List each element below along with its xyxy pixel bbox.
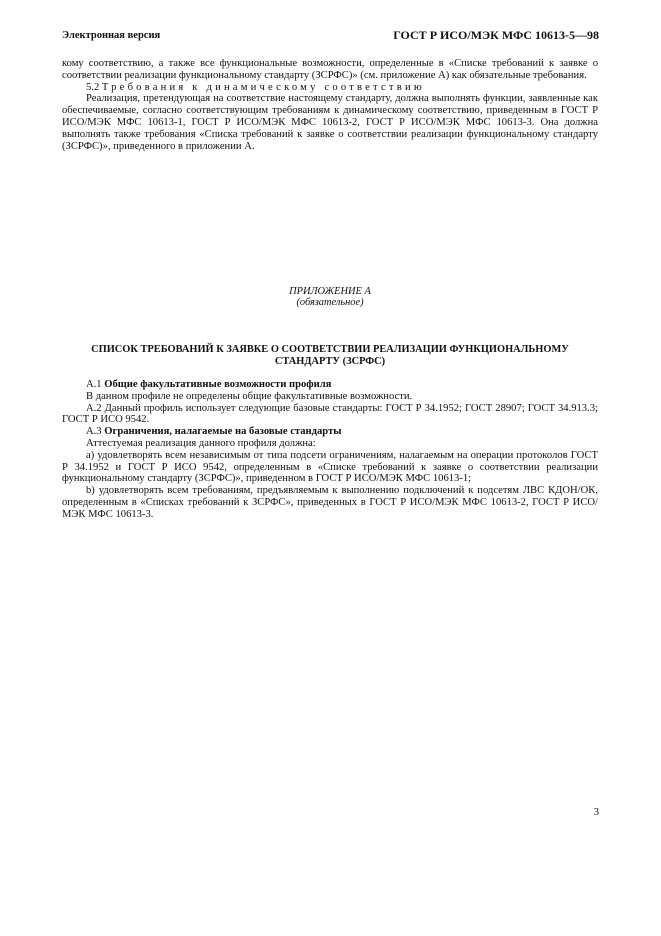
appendix-heading: СПИСОК ТРЕБОВАНИЙ К ЗАЯВКЕ О СООТВЕТСТВИИ РЕАЛИЗАЦИИ ФУНКЦИОНАЛЬНОМУ СТАНДАРТУ (ЗСРФС) (91, 344, 569, 367)
a3-heading (62, 426, 598, 438)
a3-item-a: а) удовлетворять всем независимым от типа подсети ограничениям, налагаемым на операции протоколов ГОСТ Р 34.1952 и ГОСТ Р ИСО 9542, определенным в «Списке требований к заявке о соответствии реализации функциональному стандарту (ЗСРФС)», приведенном в ГОСТ Р ИСО/МЭК МФС 10613-1; (62, 449, 598, 485)
a3-number: А.3 (86, 426, 102, 438)
header-left: Электронная версия (62, 30, 161, 41)
section-5-2-heading (62, 82, 598, 94)
a3-title: Ограничения, налагаемые на базовые стандарты (104, 426, 342, 438)
page-number: 3 (593, 807, 599, 818)
top-paragraph: кому соответствию, а также все функциональные возможности, определенные в «Списке требований к заявке о соответствии реализации функциональному стандарту (ЗСРФС)» (см. приложение А) как обязательные требования. (62, 58, 598, 81)
section-5-2-number: 5.2 (86, 81, 100, 93)
a3-intro: Аттестуемая реализация данного профиля должна: (86, 437, 316, 449)
a1-number: А.1 (86, 379, 102, 390)
a1-title: Общие факультативные возможности профиля (104, 379, 332, 390)
section-5-2-title: Требования к динамическому соответствию (101, 81, 425, 93)
a3-item-b: b) удовлетворять всем требованиям, предъявляемым к выполнению подключений к подсетям ЛВС КДОН/ОК, определенным в «Списках требований к ЗСРФС», приведенных в ГОСТ Р ИСО/МЭК МФС 10613-2, ГОСТ Р ИСО/МЭК МФС 10613-3. (62, 485, 598, 520)
appendix-subtitle: (обязательное) (296, 297, 364, 308)
a1-text: В данном профиле не определены общие факультативные возможности. (86, 390, 413, 402)
a1-heading (62, 379, 598, 391)
a2-text: А.2 Данный профиль использует следующие базовые стандарты: ГОСТ Р 34.1952; ГОСТ 28907; ГОСТ 34.913.3; ГОСТ Р ИСО 9542. (62, 402, 598, 426)
appendix-title-block (62, 286, 598, 308)
header-right: ГОСТ Р ИСО/МЭК МФС 10613-5—98 (393, 28, 599, 42)
appendix-body (62, 379, 598, 521)
body-text-top (62, 58, 598, 152)
section-5-2-paragraph: Реализация, претендующая на соответствие настоящему стандарту, должна выполнять функции, заявленные как обеспечиваемые, согласно соответствующим требованиям к динамическому соответствию, приведенным в ГОСТ Р ИСО/МЭК МФС 10613-1, ГОСТ Р ИСО/МЭК МФС 10613-2, ГОСТ Р ИСО/МЭК МФС 10613-3. Она должна выполнять также требования «Списка требований к заявке о соответствии реализации функциональному стандарту (ЗСРФС)», приведенного в приложении А. (62, 93, 598, 152)
appendix-title: ПРИЛОЖЕНИЕ А (289, 286, 371, 297)
